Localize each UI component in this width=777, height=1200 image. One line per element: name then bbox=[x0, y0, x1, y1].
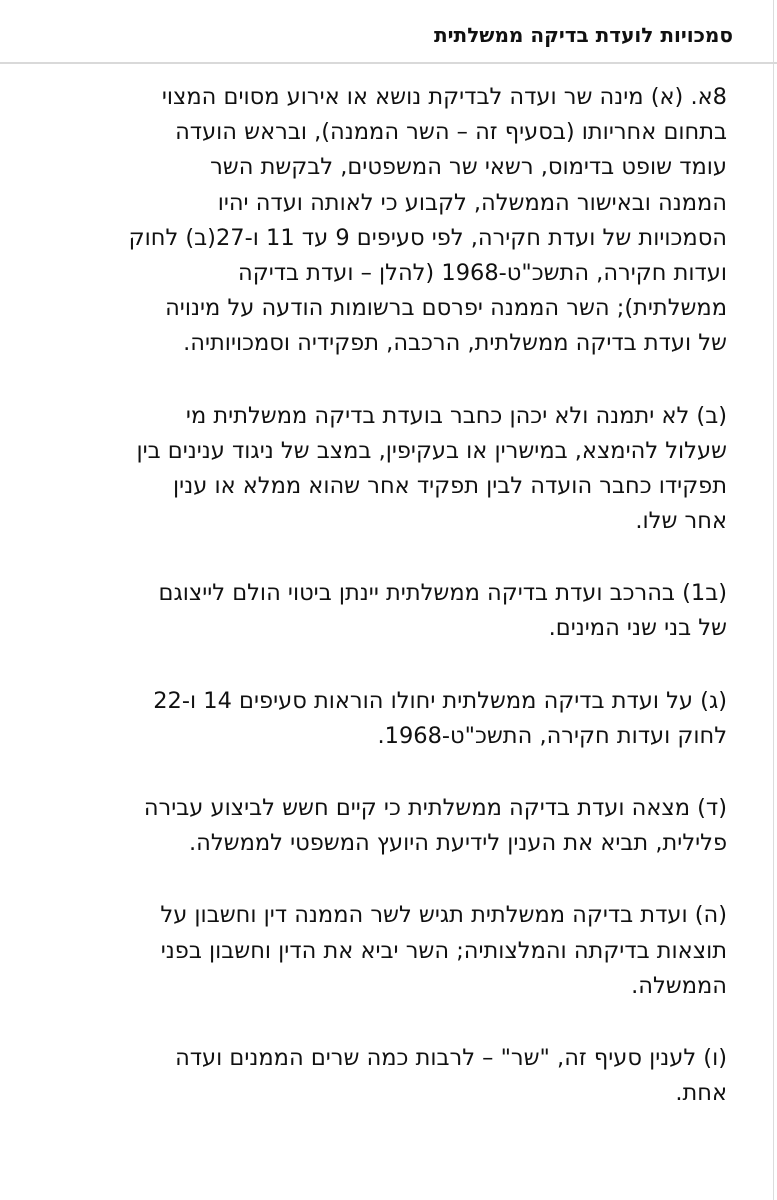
paragraph-line: 8א. (א) מינה שר ועדה לבדיקת נושא או אירוע מסוים המצוי bbox=[161, 84, 727, 110]
paragraph-h bbox=[57, 898, 727, 1004]
paragraph-line: (ה) ועדת בדיקה ממשלתית תגיש לשר הממנה דין וחשבון על bbox=[160, 902, 727, 929]
paragraph-line: פלילית, תביא את הענין לידיעת היועץ המשפטי לממשלה. bbox=[189, 830, 727, 857]
paragraph-line: לחוק ועדות חקירה, התשכ"ט-1968. bbox=[377, 722, 727, 749]
paragraph-line: ממשלתית); השר הממנה יפרסם ברשומות הודעה על מינויה bbox=[165, 295, 727, 322]
paragraph-line: של ועדת בדיקה ממשלתית, הרכבה, תפקידיה וסמכויותיה. bbox=[183, 330, 727, 357]
paragraph-b1 bbox=[57, 576, 727, 646]
paragraph-line: (ו) לענין סעיף זה, "שר" – לרבות כמה שרים הממנים ועדה bbox=[175, 1044, 727, 1071]
paragraph-line: ועדות חקירה, התשכ"ט-1968 (להלן – ועדת בדיקה bbox=[238, 259, 727, 286]
paragraph-g bbox=[57, 684, 727, 754]
paragraph-line: (ב) לא יתמנה ולא יכהן כחבר בועדת בדיקה ממשלתית מי bbox=[185, 402, 727, 429]
paragraph-line: הסמכויות של ועדת חקירה, לפי סעיפים 9 עד 11 ו-27(ב) לחוק bbox=[128, 224, 727, 251]
paragraph-v bbox=[57, 1041, 727, 1111]
page-title: סמכויות לועדת בדיקה ממשלתית bbox=[433, 23, 733, 47]
paragraph-line: (ב1) בהרכב ועדת בדיקה ממשלתית יינתן ביטוי הולם לייצוגם bbox=[158, 580, 727, 607]
paragraph-line: תפקידו כחבר הועדה לבין תפקיד אחר שהוא ממלא או ענין bbox=[173, 472, 727, 499]
paragraph-b bbox=[57, 399, 727, 540]
paragraph-line: (ג) על ועדת בדיקה ממשלתית יחולו הוראות סעיפים 14 ו-22 bbox=[153, 687, 727, 714]
document-body bbox=[57, 80, 727, 1148]
paragraph-line: עומד שופט בדימוס, רשאי שר המשפטים, לבקשת השר bbox=[210, 154, 727, 181]
paragraph-d bbox=[57, 791, 727, 861]
paragraph-line: הממנה ובאישור הממשלה, לקבוע כי לאותה ועדה יהיו bbox=[217, 189, 727, 216]
paragraph-line: אחר שלו. bbox=[635, 508, 727, 535]
paragraph-line: שעלול להימצא, במישרין או בעקיפין, במצב של ניגוד ענינים בין bbox=[136, 437, 727, 464]
paragraph-line: הממשלה. bbox=[631, 972, 727, 999]
paragraph-line: תוצאות בדיקתה והמלצותיה; השר יביא את הדין וחשבון בפני bbox=[160, 937, 727, 964]
paragraph-line: אחת. bbox=[675, 1080, 727, 1107]
paragraph-line: (ד) מצאה ועדת בדיקה ממשלתית כי קיים חשש לביצוע עבירה bbox=[143, 795, 727, 821]
paragraph-line: בתחום אחריותו (בסעיף זה – השר הממנה), ובראש הועדה bbox=[175, 119, 727, 146]
paragraph-line: של בני שני המינים. bbox=[548, 615, 727, 642]
page-edge-divider bbox=[773, 0, 774, 1200]
header-divider bbox=[0, 62, 777, 64]
paragraph-a bbox=[57, 80, 727, 362]
page-header bbox=[20, 18, 733, 52]
